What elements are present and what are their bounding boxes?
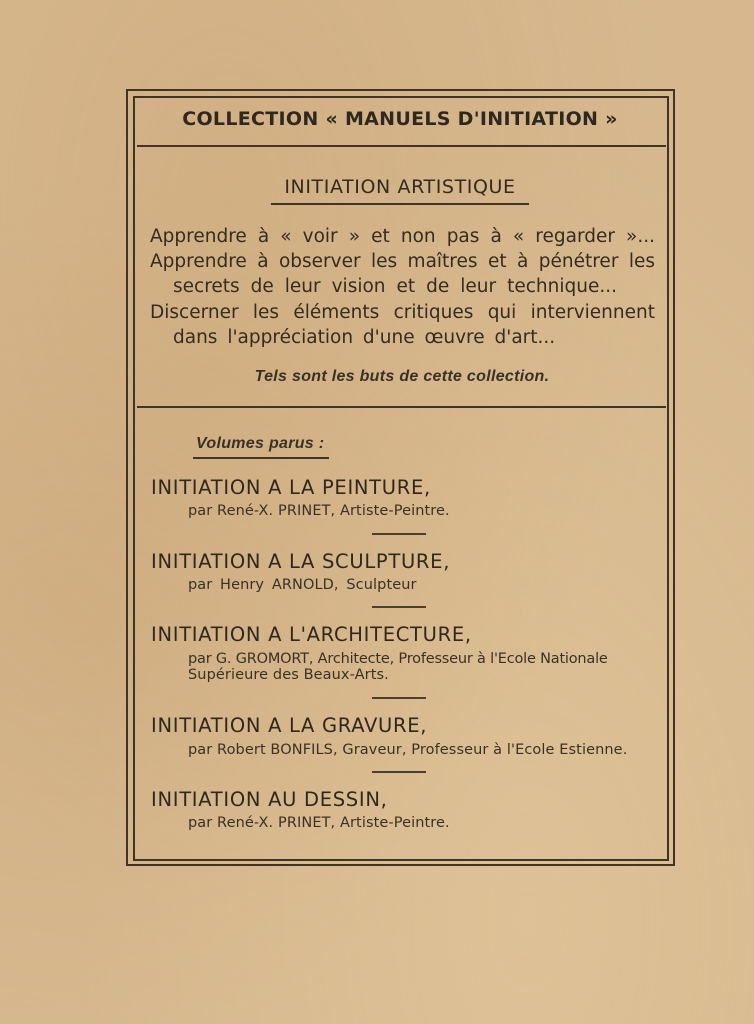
volume-author: Supérieure des Beaux-Arts. bbox=[188, 667, 389, 683]
volume-separator bbox=[372, 697, 426, 699]
volumes-label-underline bbox=[193, 457, 329, 459]
intro-line: Apprendre à « voir » et non pas à « regarder »... bbox=[150, 226, 655, 247]
volumes-label: Volumes parus : bbox=[196, 435, 325, 452]
volume-author: par René-X. PRINET, Artiste-Peintre. bbox=[188, 815, 450, 831]
intro-line: dans l'appréciation d'une œuvre d'art... bbox=[173, 327, 556, 348]
header-divider bbox=[137, 145, 666, 147]
collection-title: COLLECTION « MANUELS D'INITIATION » bbox=[182, 108, 618, 130]
volume-title: INITIATION A LA PEINTURE, bbox=[151, 476, 431, 499]
volume-separator bbox=[372, 606, 426, 608]
intro-line: Apprendre à observer les maîtres et à pénétrer les bbox=[150, 251, 655, 272]
volume-author: par G. GROMORT, Architecte, Professeur à l'Ecole Nationale bbox=[188, 651, 608, 667]
volume-author: par Robert BONFILS, Graveur, Professeur à l'Ecole Estienne. bbox=[188, 742, 628, 758]
section-title-underline bbox=[271, 203, 529, 205]
tagline: Tels sont les buts de cette collection. bbox=[254, 368, 550, 385]
volume-separator bbox=[372, 533, 426, 535]
volume-author: par Henry ARNOLD, Sculpteur bbox=[188, 577, 417, 593]
intro-line: secrets de leur vision et de leur technique... bbox=[173, 276, 617, 297]
volume-title: INITIATION A LA SCULPTURE, bbox=[151, 550, 451, 573]
intro-divider bbox=[137, 406, 666, 408]
intro-line: Discerner les éléments critiques qui interviennent bbox=[150, 302, 655, 323]
volume-separator bbox=[372, 771, 426, 773]
section-title: INITIATION ARTISTIQUE bbox=[284, 176, 516, 198]
volume-title: INITIATION A L'ARCHITECTURE, bbox=[151, 623, 472, 646]
volume-title: INITIATION A LA GRAVURE, bbox=[151, 714, 428, 737]
volume-author: par René-X. PRINET, Artiste-Peintre. bbox=[188, 503, 450, 519]
volume-title: INITIATION AU DESSIN, bbox=[151, 788, 388, 811]
